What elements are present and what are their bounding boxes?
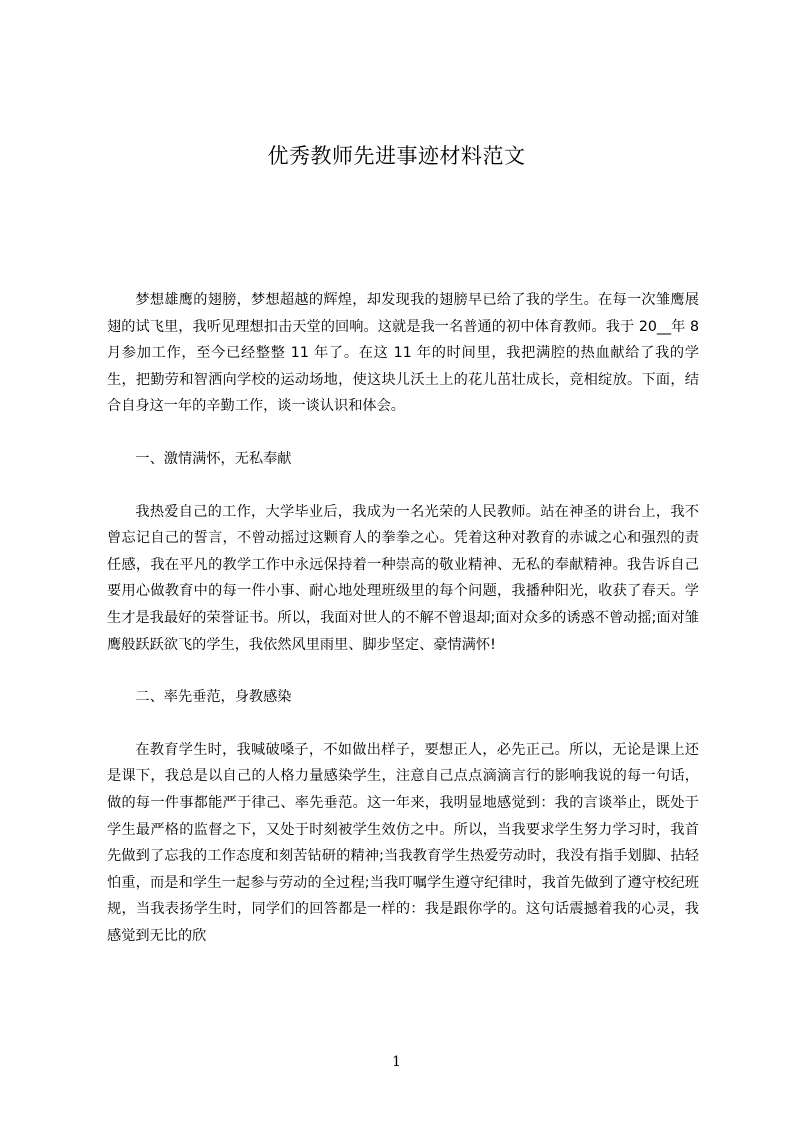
paragraph-section-1: 我热爱自己的工作，大学毕业后，我成为一名光荣的人民教师。站在神圣的讲台上，我不曾忘记自己的誓言，不曾动摇过这颗育人的拳拳之心。凭着这种对教育的赤诚之心和强烈的责任感，我在平凡的教学工作中永远保持着一种崇高的敬业精神、无私的奉献精神。我告诉自己要用心做教育中的每一件小事、耐心地处理班级里的每个问题，我播种阳光，收获了春天。学生才是我最好的荣誉证书。所以，我面对世人的不解不曾退却;面对众多的诱惑不曾动摇;面对雏鹰般跃跃欲飞的学生，我依然风里雨里、脚步坚定、豪情满怀!	[107, 503, 699, 653]
paragraph-section-2: 在教育学生时，我喊破嗓子，不如做出样子，要想正人，必先正己。所以，无论是课上还是课下，我总是以自己的人格力量感染学生，注意自己点点滴滴言行的影响我说的每一句话，做的每一件事都能严于律己、率先垂范。这一年来，我明显地感觉到：我的言谈举止，既处于学生最严格的监督之下，又处于时刻被学生效仿之中。所以，当我要求学生努力学习时，我首先做到了忘我的工作态度和刻苦钻研的精神;当我教育学生热爱劳动时，我没有指手划脚、拈轻怕重，而是和学生一起参与劳动的全过程;当我叮嘱学生遵守纪律时，我首先做到了遵守校纪班规，当我表扬学生时，同学们的回答都是一样的：我是跟你学的。这句话震撼着我的心灵，我感觉到无比的欣	[107, 741, 699, 944]
page-number: 1	[392, 1054, 401, 1070]
section-heading-1: 一、激情满怀，无私奉献	[135, 450, 292, 467]
document-body	[107, 287, 699, 949]
document-title: 优秀教师先进事迹材料范文	[267, 144, 526, 168]
section-heading-2: 二、率先垂范，身教感染	[135, 689, 292, 706]
paragraph-intro: 梦想雄鹰的翅膀，梦想超越的辉煌，却发现我的翅膀早已给了我的学生。在每一次雏鹰展翅的试飞里，我听见理想扣击天堂的回响。这就是我一名普通的初中体育教师。我于 20__年 8 月参加工作，至今已经整整 11 年了。在这 11 年的时间里，我把满腔的热血献给了我的学生，把勤劳和智洒向学校的运动场地，使这块儿沃土上的花儿茁壮成长，竞相绽放。下面，结合自身这一年的辛勤工作，谈一谈认识和体会。	[107, 292, 699, 415]
